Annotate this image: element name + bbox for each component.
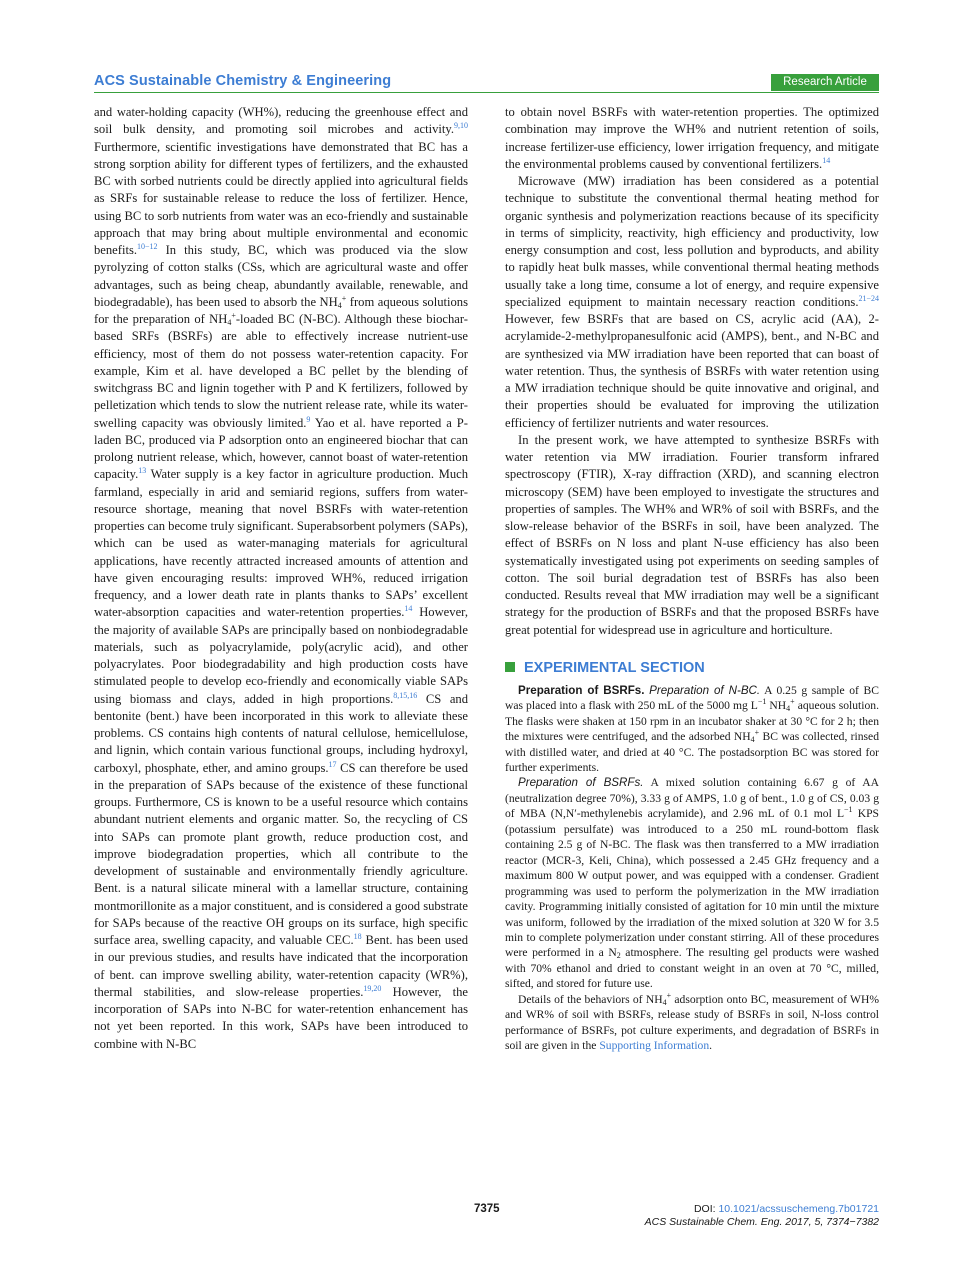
body-paragraph: Microwave (MW) irradiation has been considered as a potential technique to substitute the conventional thermal heating method for organic synthesis and polymerization reactions because of its specificity in terms of simplicity, reactivity, high efficiency and productivity, low energy consumption and cost, less pollution and byproducts, and ability to rapidly heat bulk masses, while conventional thermal heating methods usually take a long time, consume a lot of energy, and require expensive specialized equipment to maintain necessary reaction conditions.$^{21-24}$ However, few BSRFs that are based on CS, acrylic acid (AA), 2-acrylamide-2-methylpropanesulfonic acid (AMPS), bent., and N-BC and are synthesized via MW irradiation have been reported that can boast of water retention. Thus, the synthesis of BSRFs with water retention using a MW irradiation technique should be quite innovative and original, and their properties should be evaluated for improving the utilization efficiency of fertilizer nutrients and water resources. (505, 174, 879, 430)
methods-paragraph: Preparation of BSRFs. A mixed solution containing 6.67 g of AA (neutralization degree 70%), 3.33 g of AMPS, 1.0 g of bent., 1.0 g of CS, 0.03 g of MBA (N,N′-methylenebis acrylamide), and 2.96 mL of 0.1 mol $L^{-1}$ KPS (potassium persulfate) was introduced to a 250 mL round-bottom flask containing 2.5 g of N-BC. The flask was then transferred to a MW irradiation reactor (MCR-3, Keli, China), which possessed a 2.45 GHz frequency and a maximum 800 W output power, and was equipped with a condenser. Gradient programming was used to perform the polymerization in the MW irradiation cavity. Programming initially consisted of agitation for 10 min until the mixture was uniform, followed by the irradiation of the mixed solution at 320 W for 3.5 min to complete polymerization under constant stirring. All of these procedures were performed in a $N_2$ atmosphere. The resulting gel products were washed with 70% ethanol and dried to constant weight in an oven at 70 °C, milled, sifted, and stored for future use. (505, 776, 879, 991)
citation-link[interactable]: 9,10 (454, 121, 468, 131)
journal-citation: ACS Sustainable Chem. Eng. 2017, 5, 7374−7382 (644, 1216, 879, 1228)
citation-link[interactable]: 14 (822, 155, 831, 165)
citation-link[interactable]: 9 (306, 414, 311, 424)
methods-paragraph: Details of the behaviors of $NH_4^+$ adsorption onto BC, measurement of WH% and WR% of soil with BSRFs, release study of BSRFs in soil, N-loss control performance of BSRFs, pot culture experiments, and degradation of BSRFs in soil are given in the Supporting Information. (505, 990, 879, 1053)
header-rule (94, 92, 879, 93)
body-paragraph: to obtain novel BSRFs with water-retention properties. The optimized combination may improve the WH% and nutrient retention of soils, increase fertilizer-use efficiency, lower irrigation frequency, and mitigate the environmental problems caused by conventional fertilizers.$^{14}$ (505, 105, 879, 171)
subsection-heading: Preparation of BSRFs. (518, 683, 645, 697)
citation-link[interactable]: 13 (138, 466, 147, 476)
body-paragraph: and water-holding capacity (WH%), reducing the greenhouse effect and soil bulk density, and promoting soil microbes and activity.$^{9,10}$ Furthermore, scientific investigations have demonstrated that BC has a strong sorption ability for different types of fertilizers, and the exhausted BC with sorbed nutrients could be directly applied into agricultural fields as SRFs for sustainable release to reduce the loss of fertilizer. Hence, using BC to sorb nutrients from water was an eco-friendly and sustainable approach that may bring about multiple environmental and economic benefits.$^{10-12}$ In this study, BC, which was produced via the slow pyrolyzing of cotton stalks (CSs, which are agricultural waste and offer advantages, such as being cheap, abundantly available, renewable, and biodegradable), has been used to absorb the $NH_4^+$ from aqueous solutions for the preparation of $NH_4^+$-loaded BC (N-BC). Although these biochar-based SRFs (BSRFs) are able to effectively increase nutrient-use efficiency, most of them do not possess water-retention capacity. For example, Kim et al. have developed a BC pellet by the blending of switchgrass BC and lignin together with P and K fertilizers, followed by pelletization which tends to slow the nutrient release rate, while its water-swelling capacity was obviously limited.$^9$ Yao et al. have reported a P-laden BC, produced via P adsorption onto an engineered biochar that can prolong nutrient release, which, however, cannot boast of water-retention capacity.$^{13}$ Water supply is a key factor in agriculture production. Much farmland, especially in arid and semiarid regions, suffers from water-resource shortage, meaning that novel BSRFs with water-retention properties can become truly significant. Superabsorbent polymers (SAPs), which can be used as water-managing materials for agricultural applications, have recently attracted increased amounts of attention and have given encouraging results: improved WH%, reduced irrigation frequency, and a lower death rate in plants thanks to SAPs’ excellent water-absorption capacities and water-retention properties.$^{14}$ However, the majority of available SAPs are principally based on nonbiodegradable materials, such as polyacrylamide, poly(acrylic acid), and other polyacrylates. Poor biodegradability and high production costs have stimulated people to develop eco-friendly and economically viable SAPs using biomass and clays, added in high proportions.$^{8,15,16}$ CS and bentonite (bent.) have been incorporated in this work to alleviate these problems. CS contains high contents of natural cellulose, hemicellulose, and lignin, which contain various functional groups, including hydroxyl, carboxyl, phosphate, ether, and amino groups.$^{17}$ CS can therefore be used in the preparation of SAPs because of the existence of these functional groups. Furthermore, CS is known to be a useful resource which contains abundant nutrient elements and organic matter. So, the recycling of CS into SAPs can promote plant growth, reduce production cost, and improve biodegradation properties, which all contribute to the development of sustainable and environmentally friendly agriculture. Bent. is a natural silicate mineral with a lamellar structure, containing montmorillonite as a major constituent, and is considered a good substrate for SAPs because of the reactive OH groups on its surface, high specific surface area, swelling capacity, and valuable CEC.$^{18}$ Bent. has been used in our previous studies, and results have indicated that the incorporation of bent. can improve swelling ability, water-retention capacity (WR%), thermal stabilities, and slow-release properties.$^{19,20}$ However, the incorporation of SAPs into N-BC for water-retention enhancement has not yet been reported. In this work, SAPs have been introduced to combine with N-BC (94, 105, 469, 1051)
methods-paragraph: Preparation of BSRFs. Preparation of N-BC. A 0.25 g sample of BC was placed into a flask with 250 mL of the 5000 mg $L^{-1}$ $NH_4^+$ aqueous solution. The flasks were shaken at 150 rpm in an incubator shaker at 30 °C for 2 h; then the mixtures were centrifuged, and the adsorbed $NH_4^+$ BC was collected, rinsed with distilled water, and dried at 40 °C. The postadsorption BC was stored for further experiments. (505, 683, 879, 775)
citation-link[interactable]: 8,15,16 (393, 690, 418, 700)
journal-title: ACS Sustainable Chemistry & Engineering (94, 73, 392, 89)
page-number: 7375 (474, 1203, 500, 1215)
citation-link[interactable]: 21−24 (858, 293, 879, 303)
body-paragraph: In the present work, we have attempted to synthesize BSRFs with water retention via MW irradiation. Fourier transform infrared spectroscopy (FTIR), X-ray diffraction (XRD), and scanning electron microscopy (SEM) have been employed to investigate the structures and properties of samples. The WH% and WR% of soil with BSRFs, and the slow-release behavior of the BSRFs in soil, have been analyzed. The effect of BSRFs on N loss and plant N-use efficiency has also been systematically investigated using pot experiments on seeding samples of cotton. The soil burial degradation test of BSRFs has also been conducted. Results reveal that MW irradiation may well be a significant strategy for the production of BSRFs and that the proposed BSRFs have great potential for widespread use in agriculture and horticulture. (505, 432, 879, 637)
section-square-icon (505, 662, 515, 672)
citation-link[interactable]: 14 (404, 604, 413, 614)
article-type-badge: Research Article (771, 74, 879, 91)
citation-link[interactable]: 19,20 (363, 983, 382, 993)
citation-link[interactable]: 18 (353, 932, 362, 941)
citation-link[interactable]: 17 (328, 759, 337, 769)
doi-line: DOI: 10.1021/acssuschemeng.7b01721 (693, 1203, 879, 1215)
supporting-information-link[interactable]: Supporting Information (599, 1039, 710, 1053)
doi-link[interactable]: 10.1021/acssuschemeng.7b01721 (718, 1203, 879, 1215)
subsubsection-heading: Preparation of N-BC. (649, 683, 761, 697)
citation-link[interactable]: 10−12 (137, 242, 158, 251)
section-heading: EXPERIMENTAL SECTION (505, 659, 879, 677)
left-column (94, 104, 468, 1053)
right-column (505, 104, 879, 1054)
subsubsection-heading: Preparation of BSRFs. (518, 776, 644, 790)
